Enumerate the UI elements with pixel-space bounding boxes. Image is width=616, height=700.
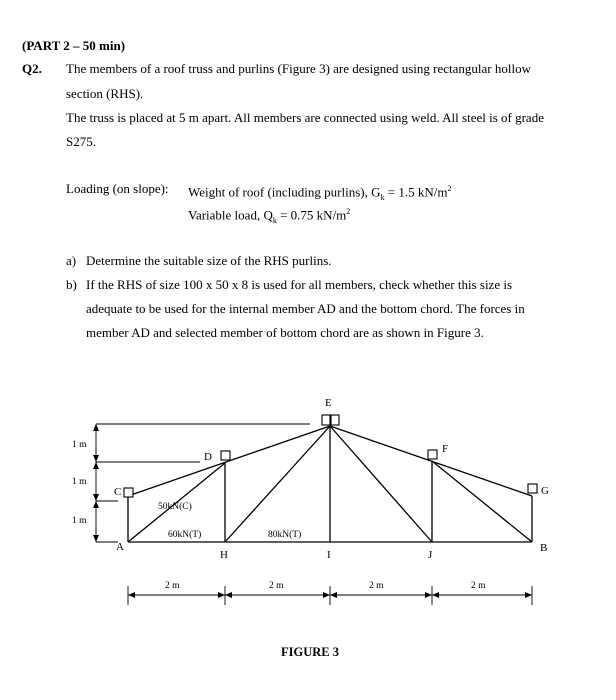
node-label-b: B [540, 542, 548, 554]
load-permanent: Weight of roof (including purlins), $G_k = 1.5$ $kN/m^2$ [188, 184, 452, 202]
node-label-e: E [325, 397, 332, 409]
force-label-hi: 80kN(T) [268, 530, 302, 540]
span-arrow [330, 592, 337, 598]
question-label: Q2. [22, 61, 42, 76]
dim-arrow [93, 494, 99, 501]
span-arrow [218, 592, 225, 598]
dim-arrow [93, 501, 99, 508]
question-line-2: section (RHS). [66, 86, 144, 101]
item-b-line-2: adequate to be used for the internal member AD and the bottom chord. The forces in [86, 301, 525, 316]
span-arrow [323, 592, 330, 598]
load-variable: Variable load, $Q_k = 0.75$ $kN/m^2$ [188, 207, 351, 225]
span-dim-label: 2 m [471, 581, 486, 591]
height-dim-label: 1 m [72, 440, 87, 450]
item-b-line-3: member AD and selected member of bottom chord are as shown in Figure 3. [86, 325, 484, 340]
force-label-ad: 50kN(C) [158, 502, 192, 512]
dim-arrow [93, 424, 99, 431]
purlin-e-left [322, 415, 330, 425]
purlin-d [221, 451, 230, 460]
span-arrow [525, 592, 532, 598]
node-label-a: A [116, 541, 124, 553]
purlin-g [528, 484, 537, 493]
purlin-f [428, 450, 437, 459]
purlin-e-right [331, 415, 339, 425]
question-line-1: The members of a roof truss and purlins (Figure 3) are designed using rectangular hollow [66, 61, 531, 76]
node-label-h: H [220, 549, 228, 561]
height-dim-label: 1 m [72, 477, 87, 487]
span-dim-label: 2 m [269, 581, 284, 591]
loading-label: Loading (on slope): [66, 181, 169, 196]
node-label-i: I [327, 549, 331, 561]
span-arrow [432, 592, 439, 598]
dim-arrow [93, 455, 99, 462]
node-label-j: J [428, 549, 433, 561]
dim-arrow [93, 462, 99, 469]
figure-caption: FIGURE 3 [281, 645, 339, 659]
question-line-4: S275. [66, 134, 96, 149]
span-arrow [225, 592, 232, 598]
member-he [225, 426, 330, 542]
item-a-label: a) [66, 253, 77, 268]
member-fb [432, 461, 532, 542]
purlin-c [124, 488, 133, 497]
node-label-f: F [442, 443, 449, 455]
span-arrow [425, 592, 432, 598]
item-b-label: b) [66, 277, 77, 292]
node-label-g: G [541, 485, 549, 497]
question-line-3: The truss is placed at 5 m apart. All members are connected using weld. All steel is of grade [66, 110, 544, 125]
top-chord-left [128, 426, 330, 496]
item-a-text: Determine the suitable size of the RHS purlins. [86, 253, 332, 268]
force-label-ah: 60kN(T) [168, 530, 202, 540]
item-b-line-1: If the RHS of size 100 x 50 x 8 is used for all members, check whether this size is [86, 277, 513, 292]
span-dim-label: 2 m [165, 581, 180, 591]
height-dim-label: 1 m [72, 516, 87, 526]
dim-arrow [93, 535, 99, 542]
span-dim-label: 2 m [369, 581, 384, 591]
span-arrow [128, 592, 135, 598]
node-label-d: D [204, 451, 212, 463]
part-title: (PART 2 – 50 min) [22, 38, 126, 53]
node-label-c: C [114, 486, 122, 498]
